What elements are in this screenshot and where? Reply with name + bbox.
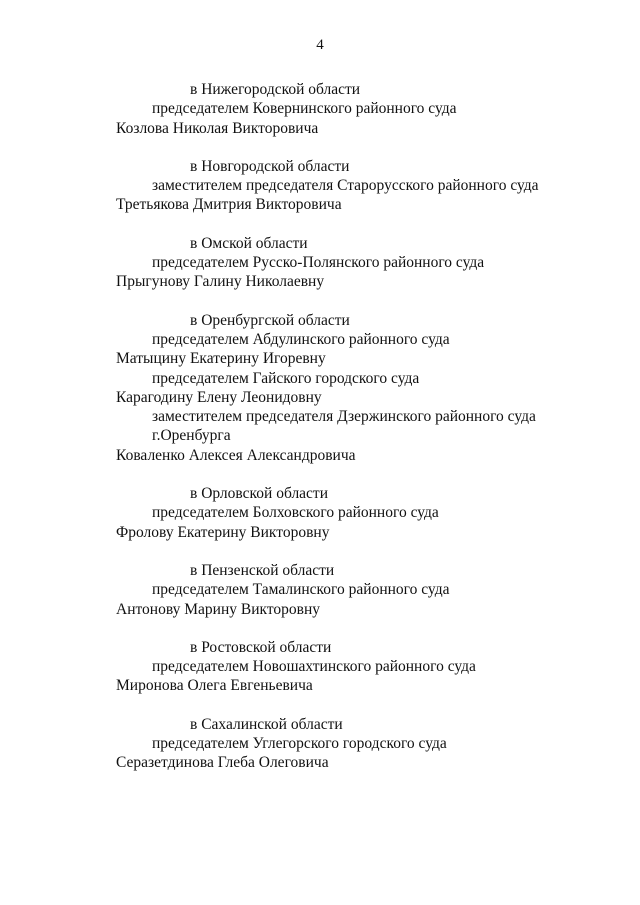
- position-title: председателем Гайского городского суда: [152, 369, 420, 387]
- appointment-section: [0, 311, 640, 465]
- appointee-name: Коваленко Алексея Александровича: [116, 446, 356, 464]
- appointee-name: Фролову Екатерину Викторовну: [116, 523, 330, 541]
- region-heading: в Нижегородской области: [190, 81, 361, 98]
- document-body: [0, 80, 640, 792]
- region-heading: в Орловской области: [190, 485, 329, 503]
- appointment-section: [0, 484, 640, 542]
- appointee-name: Матыцину Екатерину Игоревну: [116, 350, 326, 368]
- position-title: председателем Абдулинского районного суда: [152, 330, 450, 348]
- appointment-section: [0, 561, 640, 619]
- region-heading: в Ростовской области: [190, 638, 332, 656]
- position-title: председателем Тамалинского районного суда: [152, 581, 450, 599]
- region-heading: в Оренбургской области: [190, 311, 350, 329]
- appointee-name: Третьякова Дмитрия Викторовича: [116, 196, 342, 214]
- position-title: председателем Ковернинского районного суда: [152, 100, 457, 118]
- appointment-section: [0, 715, 640, 773]
- region-heading: в Сахалинской области: [190, 715, 343, 733]
- appointee-name: Козлова Николая Викторовича: [116, 119, 319, 137]
- page-number: 4: [316, 37, 324, 53]
- appointee-name: Прыгунову Галину Николаевну: [116, 273, 325, 291]
- appointment-section: [0, 638, 640, 696]
- position-title: председателем Новошахтинского районного суда: [152, 658, 476, 676]
- position-title: председателем Болховского районного суда: [152, 504, 439, 522]
- position-title: председателем Русско-Полянского районного суда: [152, 254, 485, 272]
- region-heading: в Новгородской области: [190, 157, 350, 175]
- appointee-name: Миронова Олега Евгеньевича: [116, 677, 313, 695]
- region-heading: в Пензенской области: [190, 561, 335, 579]
- appointee-name: Карагодину Елену Леонидовну: [116, 388, 322, 406]
- position-title: председателем Углегорского городского суда: [152, 735, 447, 753]
- region-heading: в Омской области: [190, 234, 308, 252]
- position-title: заместителем председателя Старорусского районного суда: [152, 177, 539, 195]
- appointment-section: [0, 157, 640, 215]
- appointment-section: [0, 234, 640, 292]
- appointment-section: [0, 80, 640, 138]
- position-title: заместителем председателя Дзержинского районного суда: [152, 408, 536, 426]
- appointee-name: Антонову Марину Викторовну: [116, 600, 321, 618]
- position-title: г.Оренбурга: [152, 427, 231, 445]
- appointee-name: Серазетдинова Глеба Олеговича: [116, 754, 329, 772]
